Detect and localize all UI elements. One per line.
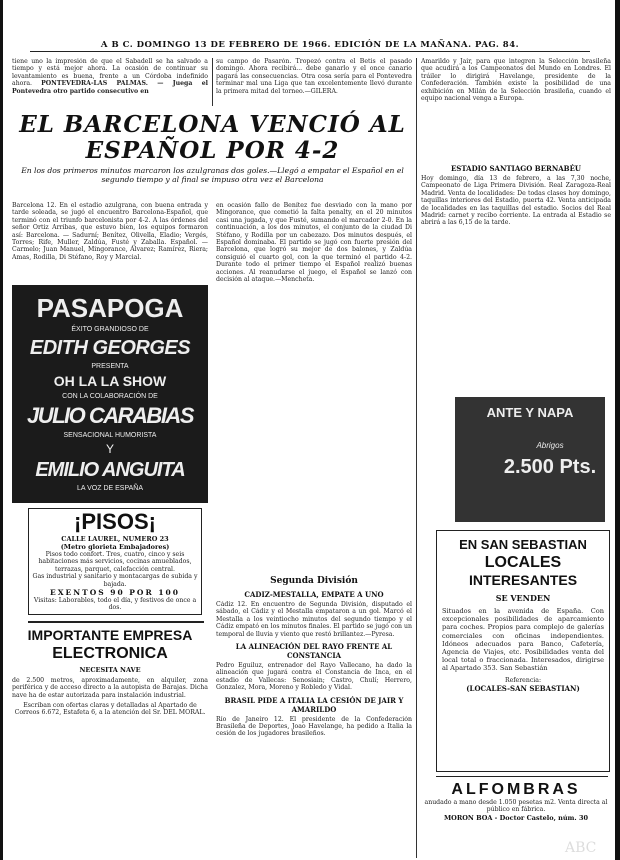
top-mid-column: su campo de Pasarón. Tropezó contra el Betis el pasado domingo. Ahora recibirá... debe ganarlo y el once canario pagará las consecuencias. Otra cosa sería para el Pontevedra terminar mal una Liga que tan excelentemente llevó durante la primera mitad del torneo.—GILERA. xyxy=(216,58,412,95)
ad-metro: (Metro glorieta Embajadores) xyxy=(60,543,170,551)
ad-star: JULIO CARABIAS xyxy=(26,403,193,428)
ad-title: PASAPOGA xyxy=(36,293,184,323)
ad-ref: (LOCALES-SAN SEBASTIAN) xyxy=(466,684,580,694)
ad-contact: Escriban con ofertas claras y detalladas al Apartado de Correos 6.672, Estafeta 6, a la atención del Sr. DEL MORAL. xyxy=(14,702,206,717)
article-body: Pedro Eguiluz, entrenador del Rayo Vallecano, ha dado la alineación que jugará contra el Constancia de Inca, en el estadio de Vallecas: Senosiain; Castro, Chulí; Herrero, Gonzalez, Mora, Moreno y Robledo y Vidal. xyxy=(216,662,412,692)
article-text: tiene uno la impresión de que el Sabadell se ha salvado a tiempo y está mejor ahora. La ocasión de continuar su levantamiento es buena, frente a un Córdoba indefinido ahora. xyxy=(12,58,208,88)
left-ads-stack xyxy=(12,285,208,717)
ad-subtitle: SE VENDEN xyxy=(495,593,551,603)
ad-show: OH LA LA SHOW xyxy=(53,373,167,389)
article-body: Río de Janeiro 12. El presidente de la Confederación Brasileña de Deportes, Joao Havelange, ha pedido a Italia la cesión de los jugadores brasileños. xyxy=(216,715,412,738)
ad-subtitle: NECESITA NAVE xyxy=(79,665,141,674)
ad-title: ¡PISOS¡ xyxy=(74,509,156,534)
ad-body: Pisos todo confort. Tres, cuatro, cinco y seis habitaciones más servicios, cocinas amueblados, terrazas, parquet, calefacción central. xyxy=(38,551,192,573)
ad-title: ALFOMBRAS xyxy=(451,781,581,798)
column-divider xyxy=(416,58,417,858)
ad-body: Gas industrial y sanitario y montacargas de subida y bajada. xyxy=(32,573,198,588)
middle-column xyxy=(216,202,412,857)
abc-watermark: ABC xyxy=(565,840,597,856)
ad-line: PRESENTA xyxy=(91,363,129,370)
ad-title: INTERESANTES xyxy=(468,572,578,588)
ad-line: ÉXITO GRANDIOSO DE xyxy=(71,326,149,333)
alfombras-ad xyxy=(421,780,611,822)
scan-edge xyxy=(615,0,620,860)
ad-body: de 2.500 metros, aproximadamente, en alquiler, zona periférica y de acceso directo a la autopista de Barajas. Dicha nave ha de estar autorizada para instalación industrial. xyxy=(12,676,208,699)
ad-ref-label: Referencia: xyxy=(504,676,542,684)
article-subhead: PONTEVEDRA-LAS PALMAS. — Juega el Pontevedra otro partido consecutivo en xyxy=(12,80,208,95)
section-title: Segunda División xyxy=(270,576,358,586)
empresa-ad xyxy=(12,627,208,717)
ad-title: EN SAN SEBASTIAN xyxy=(459,537,587,552)
article-body: Hoy domingo, día 13 de febrero, a las 7,30 noche, Campeonato de Liga Primera División. Real Zaragoza-Real Madrid. Venta de localidades: De todas clases hoy domingo, taquillas interiores del Estadio, puerta 42. Venta anticipada de localidades en las taquillas del estadio. Socios del Real Madrid: carnet y recibo corriente. La entrada al Estadio se abrirá a las 6,15 de la tarde. xyxy=(421,175,611,227)
ad-title: IMPORTANTE EMPRESA xyxy=(27,626,193,643)
article-subhead: CADIZ-MESTALLA, EMPATE A UNO xyxy=(244,590,384,599)
page-header: A B C. DOMINGO 13 DE FEBRERO DE 1966. EDICIÓN DE LA MAÑANA. PAG. 84. xyxy=(30,40,590,52)
article-subhead: BRASIL PIDE A ITALIA LA CESIÓN DE JAIR Y AMARILDO xyxy=(224,695,404,714)
ad-address: MORON BOA - Doctor Castelo, núm. 30 xyxy=(443,813,589,822)
right-column xyxy=(421,160,611,392)
top-right-column: Amarildo y Jair, para que integren la Selección brasileña que acudirá a los Campeonatos del Mundo en Londres. El tráiler lo dirigirá Havelange, presidente de la Confederación. También existe la posibilidad de una exhibición en Milán de la Selección brasileña, cuando el equipo nacional venga a Europa. xyxy=(421,58,611,103)
ad-line: CON LA COLABORACIÓN DE xyxy=(62,393,158,400)
ad-address: CALLE LAUREL, NUMERO 23 xyxy=(61,535,169,543)
article-body: Cádiz 12. En encuentro de Segunda División, disputado el sábado, el Cádiz y el Mestalla empataron a un gol. Marcó el Mestalla a los veintiocho minutos del segundo tiempo y el Cádiz empató en los minutos finales. El partido se jugó con un temporal de lluvia y viento que restó brillantez.—Pyresa. xyxy=(216,601,412,638)
article-subhead: LA ALINEACIÓN DEL RAYO FRENTE AL CONSTANCIA xyxy=(235,642,393,661)
ad-line: LA VOZ DE ESPAÑA xyxy=(76,485,143,492)
ad-body: Visitas: Laborables, todo el día, y festivos de once a dos. xyxy=(33,597,197,612)
ad-line: Y xyxy=(105,442,114,456)
article-subhead: ESTADIO SANTIAGO BERNABÉU xyxy=(450,164,582,173)
pasapoga-ad xyxy=(12,285,208,503)
ad-body: Situados en la avenida de España. Con excepcionales posibilidades de aparcamiento para coches. Propios para complejo de galerías comerciales con oficinas independientes. Idóneos adecuados para Banco, Cafetería, Agencia de Viajes, etc. Posibilidades venta del local total o fraccionada. Interesados, dirigirse al Apartado 353. San Sebastián xyxy=(442,607,604,673)
article-body-left: Barcelona 12. En el estadio azulgrana, con buena entrada y tarde soleada, se jugó el encuentro Barcelona-Español, que terminó con el triunfo barcelonista por 4-2. A las órdenes del señor Ortiz Arribas, que estuvo bien, los equipos formaron así: Barcelona. — Sadurní; Benítez, Olivella, Eladio; Vergés, Torres; Rife, Muller, Zaldúa, Fusté y Zaballa. Español. — Carmelo; Juan Manuel, Mingorance, Álvarez; Ramírez, Riera; Amas, Rodilla, Di Stéfano, Roy y Marcial. xyxy=(12,202,208,261)
ad-title: ELECTRONICA xyxy=(52,644,168,662)
ante-napa-ad xyxy=(455,397,605,522)
ad-price: 2.500 Pts. xyxy=(503,456,597,478)
article-body: en ocasión fallo de Benítez fue desviado con la mano por Mingorance, que cometió la falta penalty, en el 20 minutos casi una jugada, y que Fusté, sumando el marcador 2-0. En la continuación, a los dos minutos, el conjunto de la ciudad Di Stéfano, y Rodilla por un cabezazo. Dos minutos después, el Español dominaba. El partido se jugó con fuerte presión del Barcelona, que logró su mejor de dos balones, y Zaldúa consiguió el cuarto gol, con la que terminó el partido 4-2. Durante todo el primer tiempo el Español realizó buenas acciones. Al reanudarse el juego, el Español se lanzó con decisión al ataque.—Mencheta. xyxy=(216,202,412,284)
ad-star: EMILIO ANGUITA xyxy=(35,459,185,481)
divider xyxy=(436,776,608,777)
san-sebastian-ad xyxy=(436,530,610,772)
ad-line: SENSACIONAL HUMORISTA xyxy=(63,432,157,439)
ad-title: LOCALES xyxy=(484,554,562,571)
ad-title: ANTE Y NAPA xyxy=(486,405,574,420)
headline-deck: En los dos primeros minutos marcaron los azulgranas dos goles.—Llegó a empatar el Español en el segundo tiempo y al final se impuso otra vez el Barcelona xyxy=(21,166,404,184)
ad-highlight: EXENTOS 90 POR 100 xyxy=(50,588,180,598)
ad-subtitle: Abrigos xyxy=(536,441,564,450)
main-headline: EL BARCELONA VENCIÓ AL ESPAÑOL POR 4-2 xyxy=(19,111,406,164)
divider xyxy=(28,621,204,623)
top-left-column xyxy=(12,58,208,106)
scan-edge xyxy=(0,0,3,860)
ad-body: anudado a mano desde 1.050 pesetas m2. Venta directa al público en fábrica. xyxy=(424,799,608,814)
column-divider xyxy=(212,58,213,106)
ad-star: EDITH GEORGES xyxy=(29,337,191,359)
pisos-ad xyxy=(28,508,202,615)
